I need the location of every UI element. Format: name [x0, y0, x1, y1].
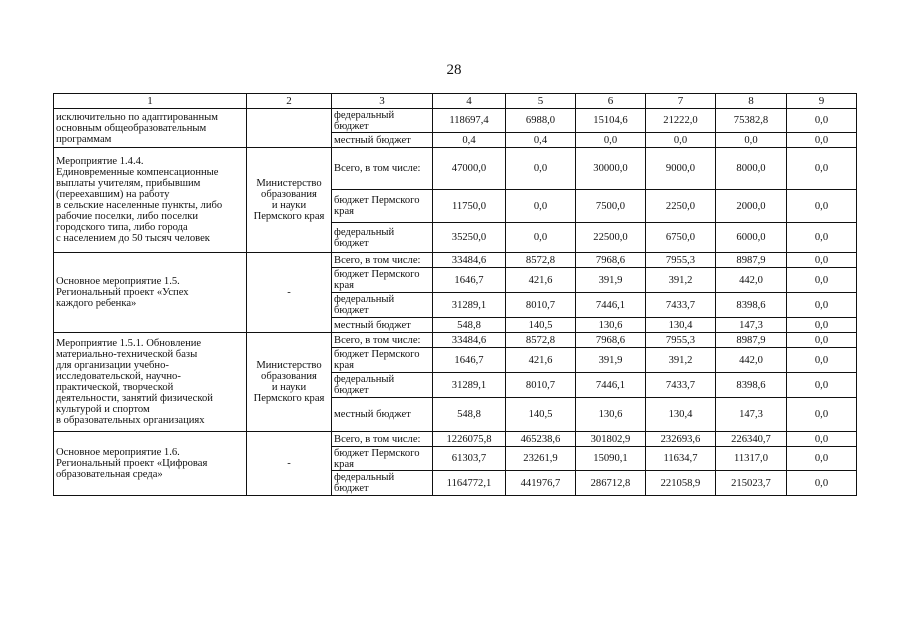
header-cell-2: 2: [247, 94, 332, 109]
value-cell: 6750,0: [646, 223, 716, 253]
value-cell: 0,0: [576, 133, 646, 148]
value-cell: 0,4: [506, 133, 576, 148]
value-cell: 0,0: [787, 318, 857, 333]
value-cell: 47000,0: [433, 148, 506, 190]
value-cell: 1646,7: [433, 348, 506, 373]
funding-source-cell: Всего, в том числе:: [332, 432, 433, 447]
value-cell: 0,4: [433, 133, 506, 148]
value-cell: 391,9: [576, 268, 646, 293]
funding-source-cell: бюджет Пермского края: [332, 268, 433, 293]
value-cell: 31289,1: [433, 293, 506, 318]
header-cell-8: 8: [716, 94, 787, 109]
funding-source-cell: бюджет Пермского края: [332, 348, 433, 373]
value-cell: 441976,7: [506, 471, 576, 496]
value-cell: 11634,7: [646, 447, 716, 471]
funding-source-cell: федеральный бюджет: [332, 223, 433, 253]
value-cell: 2000,0: [716, 190, 787, 223]
value-cell: 130,4: [646, 318, 716, 333]
value-cell: 0,0: [787, 348, 857, 373]
activity-cell: Основное мероприятие 1.6. Региональный проект «Цифровая образовательная среда»: [54, 432, 247, 496]
header-cell-9: 9: [787, 94, 857, 109]
value-cell: 0,0: [787, 133, 857, 148]
executor-cell: Министерство образования и науки Пермского края: [247, 148, 332, 253]
table-row: [54, 333, 857, 348]
value-cell: 548,8: [433, 398, 506, 432]
budget-table: [53, 93, 857, 496]
value-cell: 8000,0: [716, 148, 787, 190]
value-cell: 548,8: [433, 318, 506, 333]
funding-source-cell: Всего, в том числе:: [332, 253, 433, 268]
value-cell: 118697,4: [433, 109, 506, 133]
value-cell: 421,6: [506, 348, 576, 373]
value-cell: 130,6: [576, 318, 646, 333]
value-cell: 0,0: [787, 190, 857, 223]
value-cell: 31289,1: [433, 373, 506, 398]
value-cell: 1226075,8: [433, 432, 506, 447]
table-row: [54, 109, 857, 133]
value-cell: 7433,7: [646, 373, 716, 398]
header-cell-1: 1: [54, 94, 247, 109]
value-cell: 9000,0: [646, 148, 716, 190]
activity-cell: исключительно по адаптированным основным общеобразовательным программам: [54, 109, 247, 148]
value-cell: 0,0: [787, 333, 857, 348]
value-cell: 140,5: [506, 318, 576, 333]
funding-source-cell: федеральный бюджет: [332, 471, 433, 496]
value-cell: 7433,7: [646, 293, 716, 318]
executor-cell: [247, 109, 332, 148]
value-cell: 8987,9: [716, 253, 787, 268]
page-number: 28: [446, 62, 462, 78]
funding-source-cell: местный бюджет: [332, 318, 433, 333]
value-cell: 1164772,1: [433, 471, 506, 496]
value-cell: 0,0: [787, 109, 857, 133]
value-cell: 8010,7: [506, 293, 576, 318]
value-cell: 6988,0: [506, 109, 576, 133]
value-cell: 11317,0: [716, 447, 787, 471]
funding-source-cell: федеральный бюджет: [332, 373, 433, 398]
value-cell: 226340,7: [716, 432, 787, 447]
value-cell: 465238,6: [506, 432, 576, 447]
value-cell: 286712,8: [576, 471, 646, 496]
executor-cell: -: [247, 432, 332, 496]
value-cell: 7968,6: [576, 253, 646, 268]
funding-source-cell: бюджет Пермского края: [332, 190, 433, 223]
value-cell: 0,0: [787, 268, 857, 293]
header-cell-3: 3: [332, 94, 433, 109]
value-cell: 0,0: [787, 398, 857, 432]
value-cell: 33484,6: [433, 333, 506, 348]
funding-source-cell: Всего, в том числе:: [332, 333, 433, 348]
value-cell: 8572,8: [506, 253, 576, 268]
value-cell: 8398,6: [716, 373, 787, 398]
value-cell: 0,0: [787, 223, 857, 253]
value-cell: 21222,0: [646, 109, 716, 133]
value-cell: 75382,8: [716, 109, 787, 133]
table-row: [54, 148, 857, 190]
value-cell: 7446,1: [576, 373, 646, 398]
value-cell: 7955,3: [646, 253, 716, 268]
value-cell: 391,2: [646, 268, 716, 293]
header-cell-5: 5: [506, 94, 576, 109]
value-cell: 0,0: [787, 293, 857, 318]
value-cell: 7446,1: [576, 293, 646, 318]
value-cell: 35250,0: [433, 223, 506, 253]
funding-source-cell: Всего, в том числе:: [332, 148, 433, 190]
value-cell: 301802,9: [576, 432, 646, 447]
value-cell: 0,0: [787, 471, 857, 496]
header-row: [54, 94, 857, 109]
value-cell: 8010,7: [506, 373, 576, 398]
funding-source-cell: федеральный бюджет: [332, 109, 433, 133]
value-cell: 0,0: [787, 148, 857, 190]
funding-source-cell: местный бюджет: [332, 398, 433, 432]
value-cell: 2250,0: [646, 190, 716, 223]
value-cell: 140,5: [506, 398, 576, 432]
value-cell: 7955,3: [646, 333, 716, 348]
activity-cell: Основное мероприятие 1.5. Региональный проект «Успех каждого ребенка»: [54, 253, 247, 333]
value-cell: 0,0: [787, 432, 857, 447]
value-cell: 8398,6: [716, 293, 787, 318]
value-cell: 232693,6: [646, 432, 716, 447]
activity-cell: Мероприятие 1.5.1. Обновление материально-технической базы для организации учебно- исследовательской, научно- практической, творческой деятельности, занятий физической культурой и спортом в образовательных организациях: [54, 333, 247, 432]
value-cell: 0,0: [506, 223, 576, 253]
header-cell-6: 6: [576, 94, 646, 109]
activity-cell: Мероприятие 1.4.4. Единовременные компенсационные выплаты учителям, прибывшим (переехавшим) на работу в сельские населенные пункты, либо рабочие поселки, либо поселки городского типа, либо города с населением до 50 тысяч человек: [54, 148, 247, 253]
value-cell: 30000,0: [576, 148, 646, 190]
value-cell: 215023,7: [716, 471, 787, 496]
value-cell: 442,0: [716, 348, 787, 373]
budget-body: [54, 109, 857, 496]
funding-source-cell: местный бюджет: [332, 133, 433, 148]
value-cell: 33484,6: [433, 253, 506, 268]
table-row: [54, 253, 857, 268]
executor-cell: Министерство образования и науки Пермского края: [247, 333, 332, 432]
value-cell: 0,0: [787, 253, 857, 268]
table-row: [54, 432, 857, 447]
value-cell: 130,6: [576, 398, 646, 432]
value-cell: 442,0: [716, 268, 787, 293]
value-cell: 0,0: [506, 190, 576, 223]
value-cell: 8572,8: [506, 333, 576, 348]
header-cell-4: 4: [433, 94, 506, 109]
executor-cell: -: [247, 253, 332, 333]
value-cell: 61303,7: [433, 447, 506, 471]
value-cell: 1646,7: [433, 268, 506, 293]
value-cell: 0,0: [716, 133, 787, 148]
value-cell: 130,4: [646, 398, 716, 432]
value-cell: 0,0: [646, 133, 716, 148]
value-cell: 421,6: [506, 268, 576, 293]
value-cell: 22500,0: [576, 223, 646, 253]
funding-source-cell: федеральный бюджет: [332, 293, 433, 318]
value-cell: 147,3: [716, 398, 787, 432]
value-cell: 0,0: [787, 373, 857, 398]
value-cell: 391,2: [646, 348, 716, 373]
value-cell: 15104,6: [576, 109, 646, 133]
value-cell: 6000,0: [716, 223, 787, 253]
value-cell: 15090,1: [576, 447, 646, 471]
funding-source-cell: бюджет Пермского края: [332, 447, 433, 471]
value-cell: 221058,9: [646, 471, 716, 496]
header-cell-7: 7: [646, 94, 716, 109]
value-cell: 7500,0: [576, 190, 646, 223]
value-cell: 7968,6: [576, 333, 646, 348]
value-cell: 11750,0: [433, 190, 506, 223]
value-cell: 0,0: [506, 148, 576, 190]
value-cell: 8987,9: [716, 333, 787, 348]
value-cell: 391,9: [576, 348, 646, 373]
value-cell: 23261,9: [506, 447, 576, 471]
value-cell: 0,0: [787, 447, 857, 471]
value-cell: 147,3: [716, 318, 787, 333]
